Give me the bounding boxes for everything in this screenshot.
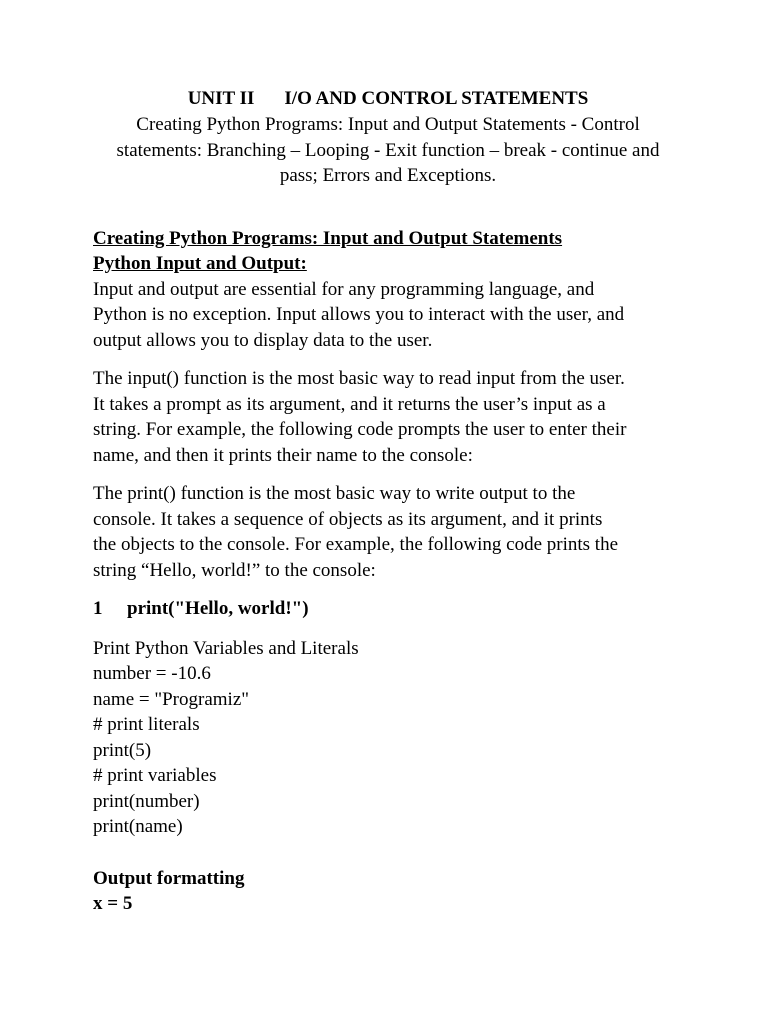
paragraph-line: Input and output are essential for any programming language, and: [93, 278, 595, 300]
code-line-text: print("Hello, world!"): [127, 598, 309, 619]
paragraph-print-function: [93, 481, 683, 583]
unit-label: UNIT II: [187, 88, 255, 109]
subsection-heading: Python Input and Output:: [93, 253, 307, 274]
paragraph-line: console. It takes a sequence of objects as its argument, and it prints: [93, 508, 603, 530]
paragraph-line: The input() function is the most basic way to read input from the user.: [93, 368, 625, 389]
example-line: # print literals: [93, 714, 200, 735]
output-formatting-heading: Output formatting: [93, 867, 245, 889]
subtitle-line: Creating Python Programs: Input and Output Statements - Control: [136, 114, 640, 135]
output-formatting-code: x = 5: [93, 893, 133, 914]
paragraph-line: output allows you to display data to the user.: [93, 329, 433, 351]
example-line: print(name): [93, 816, 183, 837]
example-line: name = "Programiz": [93, 688, 250, 710]
example-code-block: [93, 636, 683, 840]
unit-title: [93, 86, 683, 112]
paragraph-input-function: [93, 366, 683, 468]
code-example-line: [93, 596, 683, 622]
code-line-number: 1: [93, 598, 103, 619]
example-line: print(5): [93, 739, 152, 761]
paragraph-line: It takes a prompt as its argument, and it returns the user’s input as a: [93, 393, 606, 415]
paragraph-line: name, and then it prints their name to the console:: [93, 444, 473, 466]
paragraph-intro: [93, 277, 683, 354]
document-page: [93, 86, 683, 917]
paragraph-line: the objects to the console. For example, the following code prints the: [93, 534, 619, 555]
unit-heading: I/O AND CONTROL STATEMENTS: [284, 88, 589, 109]
paragraph-line: Python is no exception. Input allows you to interact with the user, and: [93, 304, 625, 325]
example-line: print(number): [93, 790, 200, 812]
example-line: # print variables: [93, 765, 217, 786]
unit-subtitle: [93, 112, 683, 189]
section-heading: Creating Python Programs: Input and Output Statements: [93, 227, 563, 249]
example-line: Print Python Variables and Literals: [93, 637, 359, 659]
paragraph-line: string “Hello, world!” to the console:: [93, 559, 376, 581]
paragraph-line: string. For example, the following code prompts the user to enter their: [93, 419, 627, 440]
subtitle-line: statements: Branching – Looping - Exit function – break - continue and: [116, 139, 660, 161]
example-line: number = -10.6: [93, 663, 211, 684]
subtitle-line: pass; Errors and Exceptions.: [279, 165, 497, 186]
paragraph-line: The print() function is the most basic way to write output to the: [93, 483, 576, 504]
